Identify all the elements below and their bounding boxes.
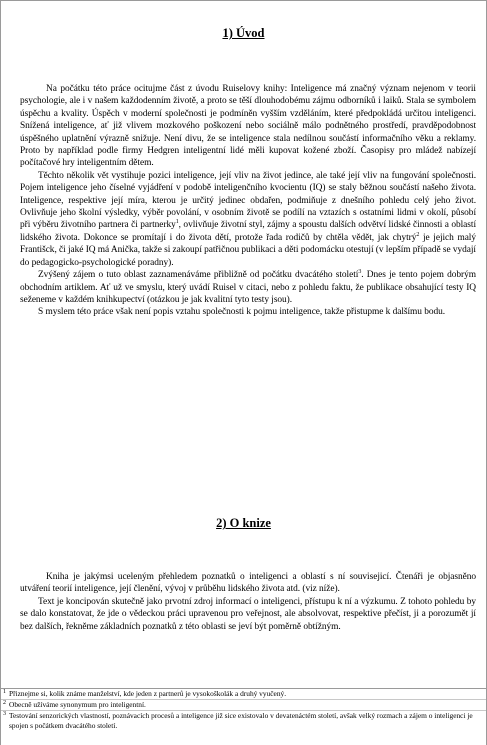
paragraph-text: je jejich malý Františck, či jaké IQ má Anička, takže si zakoupí patřičnou publikaci a děti podomácku otestují (v lepším případě se vydají do pedagogicko-psychologické poradny). [20, 232, 476, 268]
footnotes [1, 688, 486, 731]
footnote-item [1, 711, 486, 731]
footnote-item [1, 689, 486, 700]
footnote-item [1, 700, 486, 711]
paragraph-text: Zvýšený zájem o tuto oblast zaznamenáváme přibližně od počátku dvacátého století [38, 270, 359, 281]
footnote-ref[interactable]: 1 [175, 219, 179, 226]
paragraph-text: Na počátku této práce ocitujme část z úvodu Ruiselovy knihy: Inteligence má značný význam nejenom v teorii psychologie, ale i v našem každodenním životě, a proto se těší dlouhodobému zájmu odborníků i laiků. Stala se symbolem úspěchu a kvality. Úspěch v moderní společnosti je podmíněn vyšším vzděláním, které předpokládá určitou inteligenci. Snížená inteligence, ať již vlivem mozkového poškození nebo sociálně málo podnětného prostředí, pravděpodobnost úspěšného uplatnění výrazně snižuje. Není divu, že se inteligence stala nedílnou součástí informačního věku a reklamy. Proto by například podle firmy Hedgren inteligentní lidé měli kupovat kožené zboží. Časopisy pro mládež nabízejí počítačové hry inteligentním dětem. [20, 84, 476, 169]
footnote-number: 1 [3, 689, 6, 695]
paragraph [20, 170, 476, 269]
footnote-text: Testování senzorických vlastností, poznávacích procesů a inteligence již sice existovalo v devatenáctém století, avšak velký rozmach a zájem o inteligenci je spojen s počátkem dvacátého století. [9, 711, 473, 730]
paragraph-text: Kniha je jakýmsi uceleným přehledem poznatků o inteligenci a oblastí s ní souvisejicí. Čtenáři je objasněno utváření teorií inteligence, její členění, vývoj v průběhu lidského života atd. (viz níže). [20, 572, 476, 595]
paragraph [20, 83, 476, 170]
section-body-uvod [20, 83, 476, 319]
paragraph-text: . Dnes je tento pojem dobrým obchodním artiklem. Ať už ve smyslu, který uvádí Ruisel v citaci, nebo z pohledu faktu, že publikace obsahující testy IQ seženeme v každém knihkupectví (otázkou je jak kvalitní tyto testy jsou). [20, 270, 476, 305]
footnote-text: Přiznejme si, kolik známe manželství, kde jeden z partnerů je vysokoškolák a druhý vyučený. [9, 689, 287, 698]
section-heading-uvod: 1) Úvod [222, 26, 265, 40]
paragraph [20, 571, 476, 596]
footnote-number: 3 [3, 711, 6, 717]
paragraph [20, 269, 476, 306]
paragraph [20, 306, 476, 318]
paragraph [20, 596, 476, 633]
section-body-o-knize [20, 571, 476, 633]
paragraph-text: Těchto několik vět vystihuje pozici inteligence, její vliv na život jedince, ale také její vliv na fungování společnosti. Pojem inteligence jeho číselné vyjádření v podobě inteligenčního kvocientu (IQ) se staly běžnou součástí našeho života. Inteligence, respektive její míra, kterou je určitý jedinec obdařen, podmiňuje z dnešního pohledu celý jeho život. Ovlivňuje jeho školní výsledky, výběr povolání, v osobním životě se podílí na vztazích s ostatními lidmi v okolí, působí při výběru životního partnera či partnerky [20, 170, 476, 231]
section-heading-o-knize: 2) O knize [216, 516, 271, 530]
footnote-ref[interactable]: 2 [416, 231, 420, 238]
paragraph-text: Text je koncipován skutečně jako prvotní zdroj informací o inteligenci, přístupu k ní a výzkumu. Z tohoto pohledu by se dalo konstatovat, že jde o vědeckou práci upravenou pro veřejnost, ale absolvovat, respektive přečíst, ji a porozumět jí bez dalších, řekněme základních poznatků z této oblasti se jeví být poměrně obtížným. [20, 596, 476, 632]
footnote-ref[interactable]: 3 [358, 268, 362, 275]
paragraph-text: S myslem této práce však není popis vztahu společnosti k pojmu inteligence, takže přistupme k dalšímu bodu. [38, 307, 446, 318]
paragraph-text: , ovlivňuje životní styl, zájmy a spoustu dalších odvětví lidské činnosti a oblastí lidského života. Dokonce se promítají i do života dětí, protože řada rodičů by chtěla vědět, jak chytrý [20, 220, 476, 243]
footnote-number: 2 [3, 700, 6, 706]
footnote-text: Obecně užíváme synonymum pro inteligentní. [9, 700, 146, 709]
